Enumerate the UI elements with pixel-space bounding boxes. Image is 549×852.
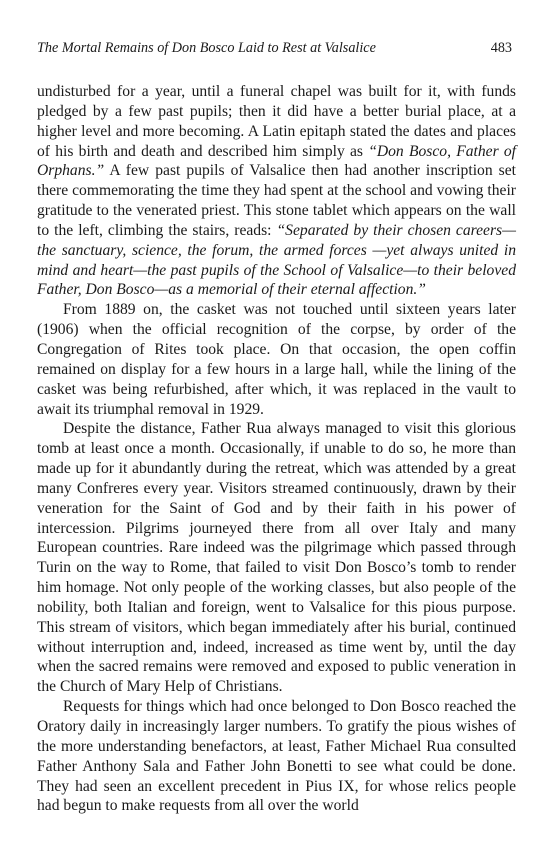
paragraph-1-text-continued: A few past pupils of Valsalice then had another inscription set there commemorating the time they had spent at the school and vowing their gratitude to the venerated priest. This stone tablet which appears on the wall to the left, climbing the stairs, reads: xyxy=(37,162,516,239)
running-head xyxy=(37,40,516,60)
page-number: 483 xyxy=(490,40,512,56)
epitaph-quote: “Don Bosco, Father of Orphans.” xyxy=(37,142,516,180)
book-page xyxy=(37,40,516,816)
running-title: The Mortal Remains of Don Bosco Laid to Rest at Valsalice xyxy=(37,40,376,56)
paragraph-3: Despite the distance, Father Rua always managed to visit this glorious tomb at least once a month. Occasionally, if unable to do so, he more than made up for it abundantly during the retreat, which was attended by a great many Confreres every year. Visitors streamed continuously, drawn by their veneration for the Saint of God and by their faith in his power of intercession. Pilgrims journeyed there from all over Italy and many European countries. Rare indeed was the pilgrimage which passed through Turin on the way to Rome, that failed to visit Don Bosco’s tomb to render him homage. Not only people of the working classes, but also people of the nobility, both Italian and foreign, went to Valsalice for this pious purpose. This stream of visitors, which began immediately after his burial, continued without interruption and, indeed, increased as time went by, until the day when the sacred remains were removed and exposed to public veneration in the Church of Mary Help of Christians. xyxy=(37,420,516,696)
tablet-inscription-quote: “Separated by their chosen careers—the sanctuary, science, the forum, the armed forces —yet always united in mind and heart—the past pupils of the School of Valsalice—to their beloved Father, Don Bosco—as a memorial of their eternal affection.” xyxy=(37,221,516,299)
paragraph-1-text: undisturbed for a year, until a funeral chapel was built for it, with funds pledged by a few past pupils; then it did have a better burial place, at a higher level and more becoming. A Latin epitaph stated the dates and places of his birth and death and described him simply as xyxy=(37,83,516,160)
paragraph-4: Requests for things which had once belonged to Don Bosco reached the Oratory daily in increasingly larger numbers. To gratify the pious wishes of the more understanding benefactors, at least, Father Michael Rua consulted Father Anthony Sala and Father John Bonetti to see what could be done. They had seen an excellent precedent in Pius IX, for whose relics people had begun to make requests from all over the world xyxy=(37,698,516,815)
body-text xyxy=(37,82,516,816)
paragraph-2: From 1889 on, the casket was not touched until sixteen years later (1906) when the official recognition of the corpse, by order of the Congregation of Rites took place. On that occasion, the open coffin remained on display for a few hours in a large hall, while the lining of the casket was being refurbished, after which, it was replaced in the vault to await its triumphal removal in 1929. xyxy=(37,301,516,418)
paragraph-1 xyxy=(37,82,516,300)
